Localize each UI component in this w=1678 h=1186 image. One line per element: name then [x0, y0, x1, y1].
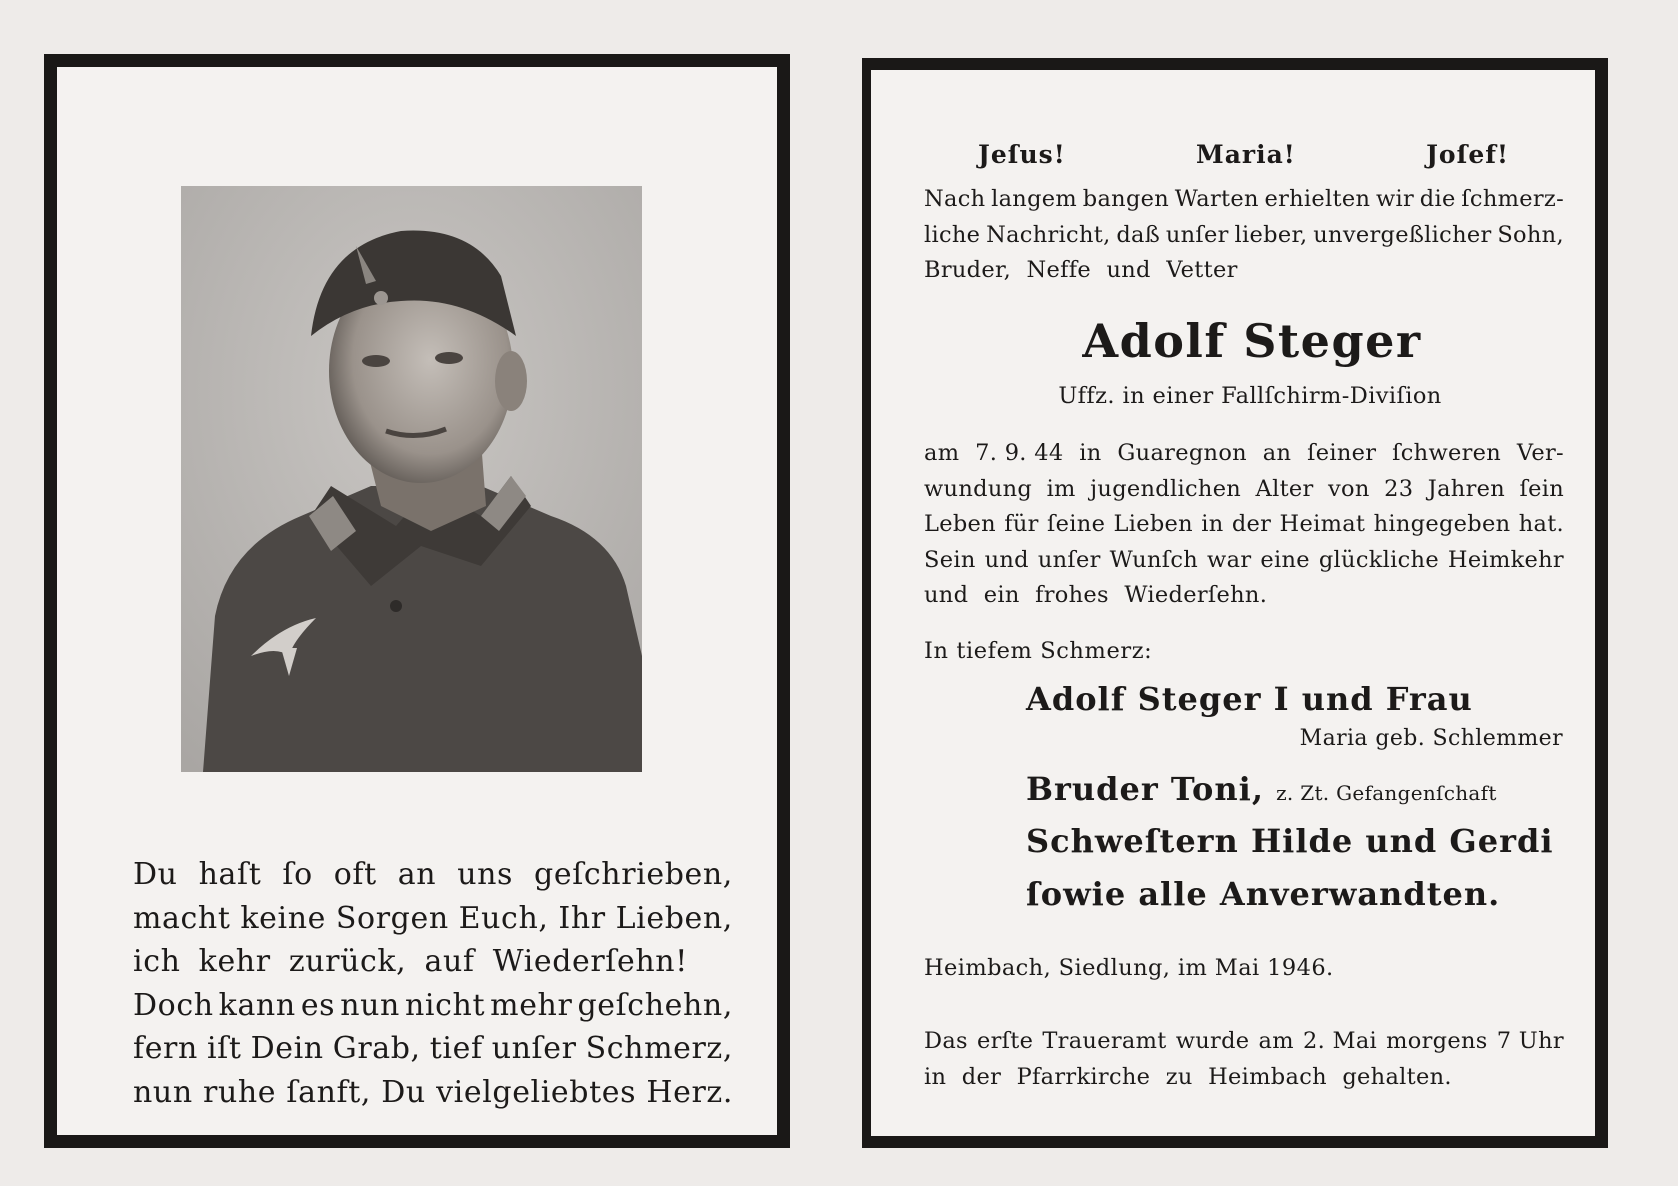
- word: glückliche: [1318, 546, 1439, 573]
- grief-intro: In tiefem Schmerz:: [924, 638, 1153, 664]
- text-line: [924, 182, 1564, 218]
- poem-word: nun: [133, 1074, 193, 1110]
- poem-word: ſo: [282, 857, 313, 892]
- text-line: [924, 218, 1564, 254]
- poem-word: oft: [333, 857, 377, 892]
- word: die: [1419, 186, 1456, 212]
- text-line: [924, 436, 1564, 472]
- poem-word: Herz.: [646, 1074, 733, 1110]
- word: Wiederſehn.: [1124, 582, 1268, 608]
- poem-word: mehr: [490, 987, 573, 1023]
- poem-word: Du: [133, 857, 178, 892]
- word: Sohn,: [1497, 221, 1564, 248]
- poem-word: tief: [429, 1031, 483, 1066]
- poem-word: kann: [218, 987, 296, 1023]
- poem-line: [133, 897, 733, 941]
- word: hingegeben: [1373, 511, 1511, 537]
- word: 7 Uhr: [1496, 1028, 1564, 1054]
- poem-word: Dein: [250, 1031, 324, 1066]
- word: zu: [1165, 1063, 1193, 1090]
- poem-word: macht: [133, 900, 231, 936]
- word: gehalten.: [1342, 1063, 1452, 1090]
- word: morgens: [1386, 1028, 1488, 1054]
- header-jesus: Jeſus!: [978, 140, 1066, 169]
- word: ſeiner: [1307, 440, 1377, 466]
- word: Ver-: [1516, 440, 1564, 466]
- requiem-mass-note: [924, 1024, 1564, 1095]
- poem-line: [133, 853, 733, 897]
- word: in: [1201, 511, 1224, 537]
- word: Neffe: [1026, 257, 1091, 283]
- word: bangen: [1082, 186, 1170, 212]
- poem-word: geſchehn,: [577, 987, 733, 1023]
- word: Leben: [924, 511, 996, 537]
- word: der: [961, 1063, 1002, 1090]
- mourners-parents: Adolf Steger I und Frau: [1026, 680, 1473, 718]
- word: unvergeßlicher: [1313, 221, 1492, 248]
- word: und: [924, 582, 969, 608]
- word: und: [984, 546, 1029, 573]
- word: Bruder,: [924, 257, 1012, 283]
- intro-paragraph: [924, 182, 1564, 289]
- poem-word: Doch: [133, 987, 214, 1023]
- word: erſte: [977, 1028, 1034, 1054]
- text-line: [924, 507, 1564, 543]
- poem-word: zurück,: [288, 944, 407, 979]
- poem-word: Schmerz,: [585, 1031, 733, 1066]
- poem-word: iſt: [206, 1031, 242, 1066]
- header-maria: Maria!: [1196, 140, 1296, 169]
- word: am: [924, 440, 960, 466]
- poem-word: Wiederſehn!: [492, 944, 688, 979]
- poem-word: Lieben,: [615, 900, 733, 936]
- word: Lieben: [1113, 511, 1193, 537]
- word: 23: [1384, 475, 1414, 502]
- word: und: [1106, 257, 1151, 283]
- word: wir: [1375, 186, 1415, 212]
- word: eine: [1260, 546, 1310, 573]
- word: Heimkehr: [1447, 546, 1564, 573]
- poem-word: haſt: [198, 857, 262, 892]
- word: Pfarrkirche: [1016, 1063, 1151, 1090]
- poem-word: Grab,: [332, 1031, 421, 1066]
- invocation-header: [978, 140, 1509, 169]
- word: Heimat: [1279, 511, 1366, 537]
- text-line: [924, 543, 1564, 579]
- word: im: [1046, 475, 1076, 502]
- poem-word: keine: [240, 900, 327, 936]
- brother-note: z. Zt. Gefangenſchaft: [1276, 781, 1497, 805]
- poem-word: unſer: [491, 1031, 577, 1066]
- word: Heimbach: [1208, 1063, 1327, 1090]
- word: an: [1262, 440, 1292, 466]
- poem-word: Ihr: [558, 900, 606, 936]
- word: lieber,: [1234, 221, 1308, 248]
- poem-word: ſanft,: [286, 1074, 372, 1110]
- word: Guaregnon: [1117, 440, 1247, 466]
- mourners-sisters: Schweſtern Hilde und Gerdi: [1026, 822, 1554, 860]
- word: Vetter: [1166, 257, 1238, 283]
- word: ſchweren: [1392, 440, 1502, 466]
- word: ſchmerz-: [1461, 186, 1564, 212]
- word: Traueramt: [1042, 1028, 1167, 1054]
- word: Sein: [924, 546, 976, 573]
- word: der: [1231, 511, 1272, 537]
- deceased-rank: Uffz. in einer Fallſchirm-Diviſion: [1058, 383, 1442, 409]
- place-and-date: Heimbach, Siedlung, im Mai 1946.: [924, 955, 1334, 981]
- deceased-name: Adolf Steger: [1082, 314, 1422, 368]
- memorial-poem: [133, 853, 733, 1114]
- word: daß: [1116, 221, 1161, 248]
- word: frohes: [1035, 582, 1109, 608]
- word: in: [1079, 440, 1102, 466]
- text-line: [924, 472, 1564, 508]
- word: wundung: [924, 475, 1033, 502]
- death-paragraph: [924, 436, 1564, 614]
- poem-line: [133, 984, 733, 1028]
- poem-word: nicht: [405, 987, 486, 1023]
- poem-word: an: [397, 857, 437, 892]
- poem-line: [133, 1027, 733, 1071]
- poem-line: [133, 1071, 733, 1115]
- poem-line: [133, 940, 733, 984]
- word: ſeine: [1047, 511, 1106, 537]
- word: am: [1258, 1028, 1294, 1054]
- word: Nachricht,: [986, 221, 1111, 248]
- word: ein: [983, 582, 1020, 608]
- word: langem: [991, 186, 1078, 212]
- left-card-panel: [44, 54, 790, 1148]
- mourners-brother: [1026, 770, 1497, 808]
- word: hat.: [1518, 511, 1564, 537]
- poem-word: nun: [340, 987, 400, 1023]
- word: Nach: [924, 186, 986, 212]
- mother-maiden-name: Maria geb. Schlemmer: [1299, 726, 1563, 751]
- text-line: [924, 1060, 1564, 1096]
- word: Warten: [1174, 186, 1259, 212]
- word: Das: [924, 1028, 968, 1054]
- brother-name: Bruder Toni,: [1026, 770, 1264, 808]
- word: Alter: [1255, 475, 1314, 502]
- text-line: [924, 1024, 1564, 1060]
- word: erhielten: [1264, 186, 1371, 212]
- poem-word: Euch,: [458, 900, 549, 936]
- word: war: [1207, 546, 1252, 573]
- word: für: [1004, 511, 1039, 537]
- poem-word: vielgeliebtes: [436, 1074, 637, 1110]
- portrait-photo: [181, 186, 642, 772]
- right-card-panel: [862, 58, 1608, 1148]
- word: ſein: [1519, 475, 1564, 502]
- poem-word: ich: [133, 944, 181, 979]
- mourners-relatives: ſowie alle Anverwandten.: [1026, 875, 1501, 913]
- word: liche: [924, 221, 981, 248]
- poem-word: Du: [381, 1074, 426, 1110]
- word: wurde: [1175, 1028, 1250, 1054]
- word: jugendlichen: [1090, 475, 1242, 502]
- word: unſer: [1165, 221, 1229, 248]
- word: von: [1328, 475, 1370, 502]
- text-line: [924, 253, 1564, 289]
- poem-word: auf: [424, 944, 475, 979]
- poem-word: geſchrieben,: [534, 857, 733, 892]
- poem-word: es: [300, 987, 336, 1023]
- word: Wunſch: [1109, 546, 1199, 573]
- poem-word: ruhe: [203, 1074, 277, 1110]
- word: unſer: [1037, 546, 1101, 573]
- poem-word: Sorgen: [335, 900, 449, 936]
- text-line: [924, 578, 1564, 614]
- poem-word: kehr: [198, 944, 271, 979]
- header-josef: Joſef!: [1426, 140, 1509, 169]
- word: 2. Mai: [1302, 1028, 1378, 1054]
- poem-word: uns: [457, 857, 514, 892]
- word: 7. 9. 44: [975, 440, 1064, 466]
- word: Jahren: [1427, 475, 1506, 502]
- poem-word: fern: [133, 1031, 198, 1066]
- word: in: [924, 1063, 947, 1090]
